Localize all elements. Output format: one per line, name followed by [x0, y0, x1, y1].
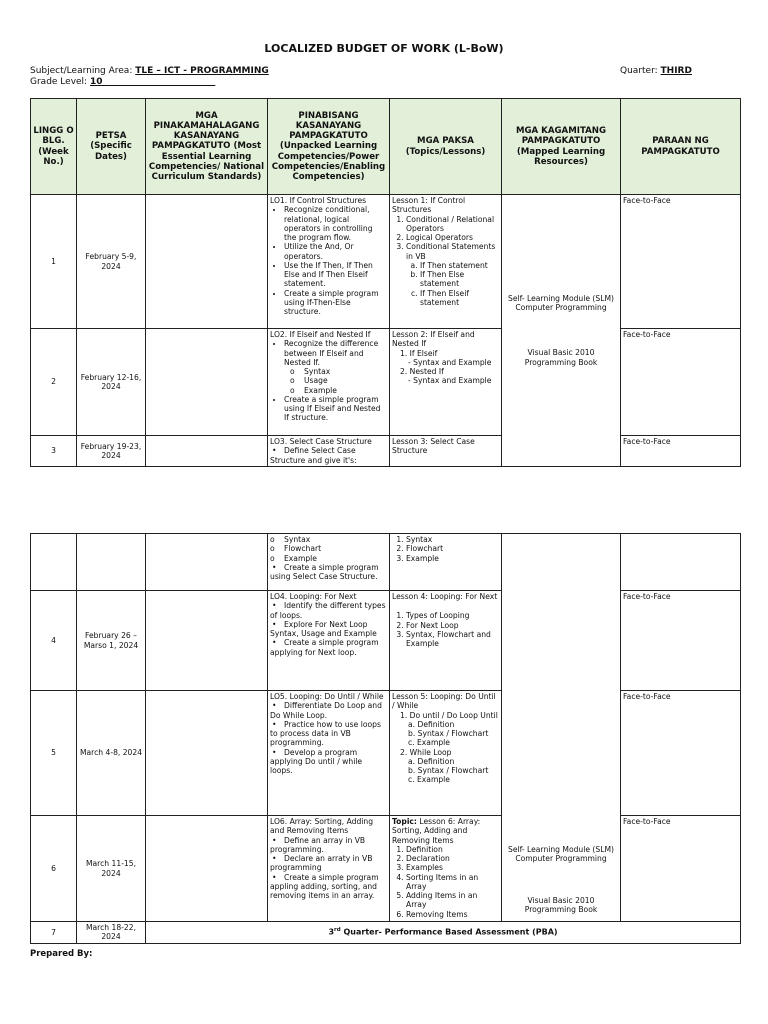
lesson-item: a. Definition	[408, 756, 455, 766]
competency-cell	[268, 195, 390, 329]
header-method: PARAAN NG PAMPAGKATUTO	[621, 99, 741, 195]
method-cell: Face-to-Face	[621, 436, 741, 467]
list-item: 3. Examples	[406, 863, 499, 872]
list-item: • Recognize conditional, relational, logical operators in controlling the program flow.	[284, 205, 387, 242]
prepared-by: Prepared By:	[30, 949, 93, 959]
table-row	[31, 195, 741, 329]
list-item: o Example	[270, 554, 387, 563]
subject-label: Subject/Learning Area:	[30, 66, 133, 76]
list-item: • Create a simple program applying for Next loop.	[270, 638, 387, 657]
quarter-line	[620, 66, 692, 76]
list-item: 1. Types of Looping	[406, 611, 499, 620]
list-item: o Syntax	[290, 367, 387, 376]
lesson-title: Lesson 2: If Elseif and Nested If	[392, 330, 475, 349]
list-item: 1. Syntax	[406, 535, 499, 544]
lesson-item: b. Syntax / Flowchart	[408, 766, 489, 775]
grade-label: Grade Level:	[30, 77, 88, 87]
week-number	[31, 534, 77, 591]
resource-slm: Self- Learning Module (SLM) Computer Programming	[508, 293, 614, 313]
lo-list	[270, 563, 387, 582]
header-date: PETSA (Specific Dates)	[77, 99, 146, 195]
list-item: 2. Logical Operators	[406, 233, 499, 242]
topics-cell	[390, 691, 502, 816]
lesson-item: 2. While Loop	[400, 747, 452, 757]
page-title: LOCALIZED BUDGET OF WORK (L-BoW)	[264, 42, 504, 55]
list-item: • Declare an arraty in VB programming	[270, 854, 387, 873]
melc-cell	[146, 591, 268, 691]
date-cell: March 4-8, 2024	[77, 691, 146, 816]
table-row	[31, 534, 741, 591]
lesson-item: 2. Nested If	[400, 367, 444, 376]
method-cell: Face-to-Face	[621, 591, 741, 691]
budget-table-page-1	[30, 98, 741, 467]
list-item: • Utilize the And, Or operators.	[284, 242, 387, 261]
list-item: • Recognize the difference between If Elseif and Nested If.	[284, 339, 387, 367]
grade-value: 10	[89, 77, 103, 87]
header-topics: MGA PAKSA (Topics/Lessons)	[390, 99, 502, 195]
date-cell: February 5-9, 2024	[77, 195, 146, 329]
date-cell: February 12-16, 2024	[77, 329, 146, 436]
list-item: • Develop a program applying Do until / while loops.	[270, 748, 387, 776]
lesson-item: 1. Do until / Do Loop Until	[400, 710, 498, 720]
list-item: 3. Syntax, Flowchart and Example	[406, 630, 499, 649]
date-cell: March 11-15, 2024	[77, 816, 146, 922]
list-item: • Create a simple program using If-Then-Else structure.	[284, 289, 387, 317]
list-item: • Create a simple program appling adding, sorting, and removing items in an array.	[270, 873, 387, 901]
resource-book: Visual Basic 2010 Programming Book	[524, 348, 598, 367]
lesson-item: c. Example	[408, 775, 450, 785]
list-item: o Syntax	[270, 535, 387, 544]
topics-cell	[390, 534, 502, 591]
method-cell: Face-to-Face	[621, 329, 741, 436]
method-cell: Face-to-Face	[621, 691, 741, 816]
competency-cell	[268, 534, 390, 591]
list-item: • Create a simple program using Select Case Structure.	[270, 563, 387, 582]
competency-cell	[268, 329, 390, 436]
resource-book: Visual Basic 2010 Programming Book	[524, 895, 598, 914]
header-row	[31, 99, 741, 195]
table-row	[31, 329, 741, 436]
melc-cell	[146, 329, 268, 436]
list-item: 3. Example	[406, 554, 499, 563]
list-item: • Define Select Case Structure and give it's:	[270, 446, 387, 465]
table-row	[31, 691, 741, 816]
lo-title: LO2. If Elseif and Nested If	[270, 330, 371, 339]
week-number: 2	[31, 329, 77, 436]
lesson-item: c. Example	[408, 738, 450, 748]
table-row	[31, 436, 741, 467]
list-item: o Example	[290, 386, 387, 395]
date-cell: March 18-22, 2024	[77, 922, 146, 944]
header-week: LINGG O BLG. (Week No.)	[31, 99, 77, 195]
list-item: • Practice how to use loops to process data in VB programming.	[270, 720, 387, 748]
list-item: 4. Sorting Items in an Array	[406, 873, 499, 892]
melc-cell	[146, 195, 268, 329]
list-item: o Usage	[290, 376, 387, 385]
list-item: 1. Conditional / Relational Operators	[406, 215, 499, 234]
topics-cell	[390, 591, 502, 691]
header-melc: MGA PINAKAMAHALAGANG KASANAYANG PAMPAGKATUTO (Most Essential Learning Competencies/ National Curriculum Standards)	[146, 99, 268, 195]
lesson-title: Lesson 1: If Control Structures	[392, 196, 466, 215]
subject-value: TLE – ICT - PROGRAMMING	[135, 66, 269, 76]
week-number: 4	[31, 591, 77, 691]
date-cell: February 19-23, 2024	[77, 436, 146, 467]
resources-cell	[502, 534, 621, 922]
list-item: 2. Flowchart	[406, 544, 499, 553]
lo-list	[270, 601, 387, 657]
list-item: 2. Declaration	[406, 854, 499, 863]
lo-list	[270, 205, 387, 316]
subject-line	[30, 66, 269, 76]
lesson-list	[392, 535, 499, 563]
list-item: • Differentiate Do Loop and Do While Loop.	[270, 701, 387, 720]
melc-cell	[146, 436, 268, 467]
lesson-list	[392, 215, 499, 308]
table-row	[31, 816, 741, 922]
topics-cell	[390, 329, 502, 436]
grade-line	[30, 77, 215, 87]
lo-list	[270, 701, 387, 775]
list-item: • Create a simple program using If Elseif and Nested If structure.	[284, 395, 387, 423]
competency-cell	[268, 691, 390, 816]
resources-cell	[502, 195, 621, 467]
list-item: • Use the If Then, If Then Else and If Then Elseif statement.	[284, 261, 387, 289]
lo-sublist	[270, 367, 387, 395]
method-cell: Face-to-Face	[621, 816, 741, 922]
lo-title: LO5. Looping: Do Until / While	[270, 692, 384, 701]
topic-label: Topic:	[392, 817, 417, 826]
lo-list	[270, 395, 387, 423]
topics-cell: Lesson 3: Select Case Structure	[390, 436, 502, 467]
method-cell: Face-to-Face	[621, 195, 741, 329]
table-row	[31, 591, 741, 691]
method-cell	[621, 534, 741, 591]
melc-cell	[146, 534, 268, 591]
header-competencies: PINABISANG KASANAYANG PAMPAGKATUTO (Unpacked Learning Competencies/Power Competencies/Enabling Competencies)	[268, 99, 390, 195]
quarter-value: THIRD	[660, 66, 692, 76]
competency-cell	[268, 816, 390, 922]
lesson-item: 1. If Elseif	[400, 348, 438, 358]
lo-title: LO4. Looping: For Next	[270, 592, 357, 601]
week-number: 1	[31, 195, 77, 329]
competency-cell	[268, 591, 390, 691]
lesson-title: Topic: Lesson 6: Array: Sorting, Adding and Removing Items	[392, 817, 481, 845]
list-item: • Define an array in VB programming.	[270, 836, 387, 855]
lesson-item: - Syntax and Example	[408, 357, 492, 367]
lo-sublist	[270, 535, 387, 563]
list-item: 6. Removing Items	[406, 910, 499, 919]
list-item: • Identify the different types of loops.	[270, 601, 387, 620]
melc-cell	[146, 816, 268, 922]
pba-cell: 3rd Quarter- Performance Based Assessment (PBA)	[146, 922, 741, 944]
lesson-item: b. Syntax / Flowchart	[408, 729, 489, 738]
lesson-sublist	[406, 261, 499, 307]
lesson-item: a. Definition	[408, 719, 455, 729]
lesson-item: - Syntax and Example	[408, 376, 492, 386]
list-item: • Explore For Next Loop Syntax, Usage and Example	[270, 620, 387, 639]
week-number: 3	[31, 436, 77, 467]
lesson-title: Lesson 5: Looping: Do Until / While	[392, 692, 496, 711]
topics-cell	[390, 195, 502, 329]
list-item: 3. Conditional Statements in VB a. If Then statement b. If Then Else statement c. If Then Elseif statement	[406, 242, 499, 307]
header-resources: MGA KAGAMITANG PAMPAGKATUTO (Mapped Learning Resources)	[502, 99, 621, 195]
lesson-list	[392, 845, 499, 919]
lo-title: LO6. Array: Sorting, Adding and Removing Items	[270, 817, 374, 836]
melc-cell	[146, 691, 268, 816]
date-cell: February 26 – Marso 1, 2024	[77, 591, 146, 691]
quarter-label: Quarter:	[620, 66, 658, 76]
list-item: a. If Then statement	[420, 261, 499, 270]
week-number: 5	[31, 691, 77, 816]
list-item: c. If Then Elseif statement	[420, 289, 499, 308]
list-item: 5. Adding Items in an Array	[406, 891, 499, 910]
lesson-list	[392, 611, 499, 648]
list-item: 2. For Next Loop	[406, 621, 499, 630]
lesson-title: Lesson 4: Looping: For Next	[392, 592, 498, 601]
table-row	[31, 922, 741, 944]
budget-table-page-2	[30, 533, 741, 944]
list-item: 1. Definition	[406, 845, 499, 854]
lo-list	[270, 339, 387, 367]
lo-title: LO3. Select Case Structure	[270, 437, 372, 446]
lo-list	[270, 446, 387, 465]
list-item: o Flowchart	[270, 544, 387, 553]
week-number: 7	[31, 922, 77, 944]
lo-list	[270, 836, 387, 901]
topics-cell	[390, 816, 502, 922]
date-cell	[77, 534, 146, 591]
competency-cell	[268, 436, 390, 467]
resource-slm: Self- Learning Module (SLM) Computer Programming	[508, 845, 614, 864]
list-item: b. If Then Else statement	[420, 270, 499, 289]
week-number: 6	[31, 816, 77, 922]
lo-title: LO1. If Control Structures	[270, 196, 367, 205]
